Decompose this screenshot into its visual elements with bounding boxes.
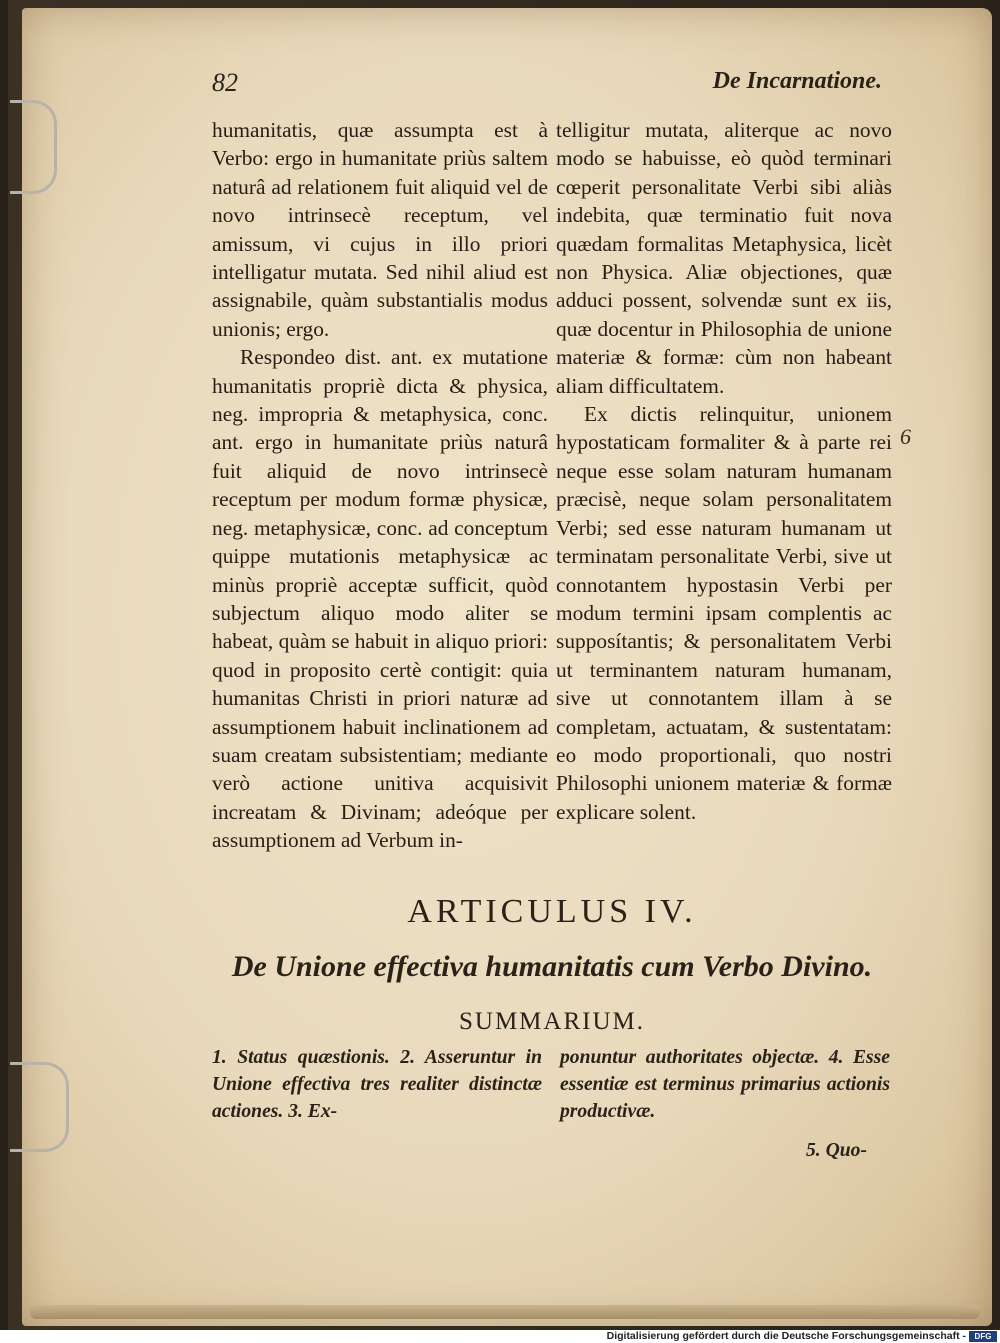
funding-note: Digitalisierung gefördert durch die Deutsche Forschungsgemeinschaft - <box>606 1330 966 1342</box>
summary-column-left <box>212 1044 542 1125</box>
summary-heading: SUMMARIUM. <box>458 1008 645 1035</box>
article-title: ARTICULUS IV. <box>407 893 697 930</box>
page-edge <box>30 1305 980 1319</box>
footer-bar <box>0 1330 1000 1343</box>
text-column-left <box>212 116 548 855</box>
page-number: 82 <box>212 68 238 97</box>
binding-clip-top <box>10 100 57 194</box>
summary-text: 1. Status quæstionis. 2. Asseruntur in Unione effectiva tres realiter distinctæ actiones. 3. Ex- <box>212 1047 542 1122</box>
paragraph: telligitur mutata, aliterque ac novo modo se habuisse, eò quòd terminari cœperit personalitate Verbi sibi aliàs indebita, quæ terminatio fuit nova quædam formalitas Metaphysica, licèt non Physica. Aliæ objectiones, quæ adduci possent, solvendæ sunt ex iis, quæ docentur in Philosophia de unione materiæ & formæ: cùm non habeant aliam difficultatem. <box>556 118 892 398</box>
summary-text: ponuntur authoritates objectæ. 4. Esse essentiæ est terminus primarius actionis productivæ. <box>560 1047 890 1122</box>
page-header <box>212 68 892 108</box>
catchword: 5. Quo- <box>806 1140 867 1161</box>
margin-number: 6 <box>900 424 911 449</box>
paragraph: Respondeo dist. ant. ex mutatione humanitatis propriè dicta & physica, neg. impropria & metaphysica, conc. ant. ergo in humanitate priùs naturâ fuit aliquid de novo intrinsecè receptum per modum formæ physicæ, neg. metaphysicæ, conc. ad conceptum quippe mutationis metaphysicæ ac minùs propriè acceptæ sufficit, quòd subjectum aliquo modo aliter se habeat, quàm se habuit in aliquo priori: quod in proposito certè contigit: quia humanitas Christi in priori naturæ ad assumptionem habuit inclinationem ad suam creatam subsistentiam; mediante verò actione unitiva acquisivit increatam & Divinam; adeóque per assumptionem ad Verbum in- <box>212 345 548 853</box>
paragraph: Ex dictis relinquitur, unionem hypostaticam formaliter & à parte rei neque esse solam naturam humanam præcisè, neque solam personalitatem Verbi; sed esse naturam humanam ut terminatam personalitate Verbi, sive ut connotantem hypostasin Verbi per modum termini ipsam complentis ac supposítantis; & personalitatem Verbi ut terminantem naturam humanam, sive ut connotantem illam à se completam, actuatam, & sustentatam: eo modo proportionali, quo nostri Philosophi unionem materiæ & formæ explicare solent. <box>556 402 892 824</box>
dfg-logo-icon: DFG <box>969 1331 997 1342</box>
binding-clip-bottom <box>10 1062 69 1152</box>
running-title: De Incarnatione. <box>712 68 882 94</box>
text-column-right <box>556 116 892 826</box>
summary-column-right <box>560 1044 890 1125</box>
article-subtitle: De Unione effectiva humanitatis cum Verbo Divino. <box>231 950 873 983</box>
paragraph: humanitatis, quæ assumpta est à Verbo: ergo in humanitate priùs saltem naturâ ad relationem fuit aliquid vel de novo intrinsecè receptum, vel amissum, vi cujus in illo priori intelligatur mutata. Sed nihil aliud est assignabile, quàm substantialis modus unionis; ergo. <box>212 118 548 341</box>
